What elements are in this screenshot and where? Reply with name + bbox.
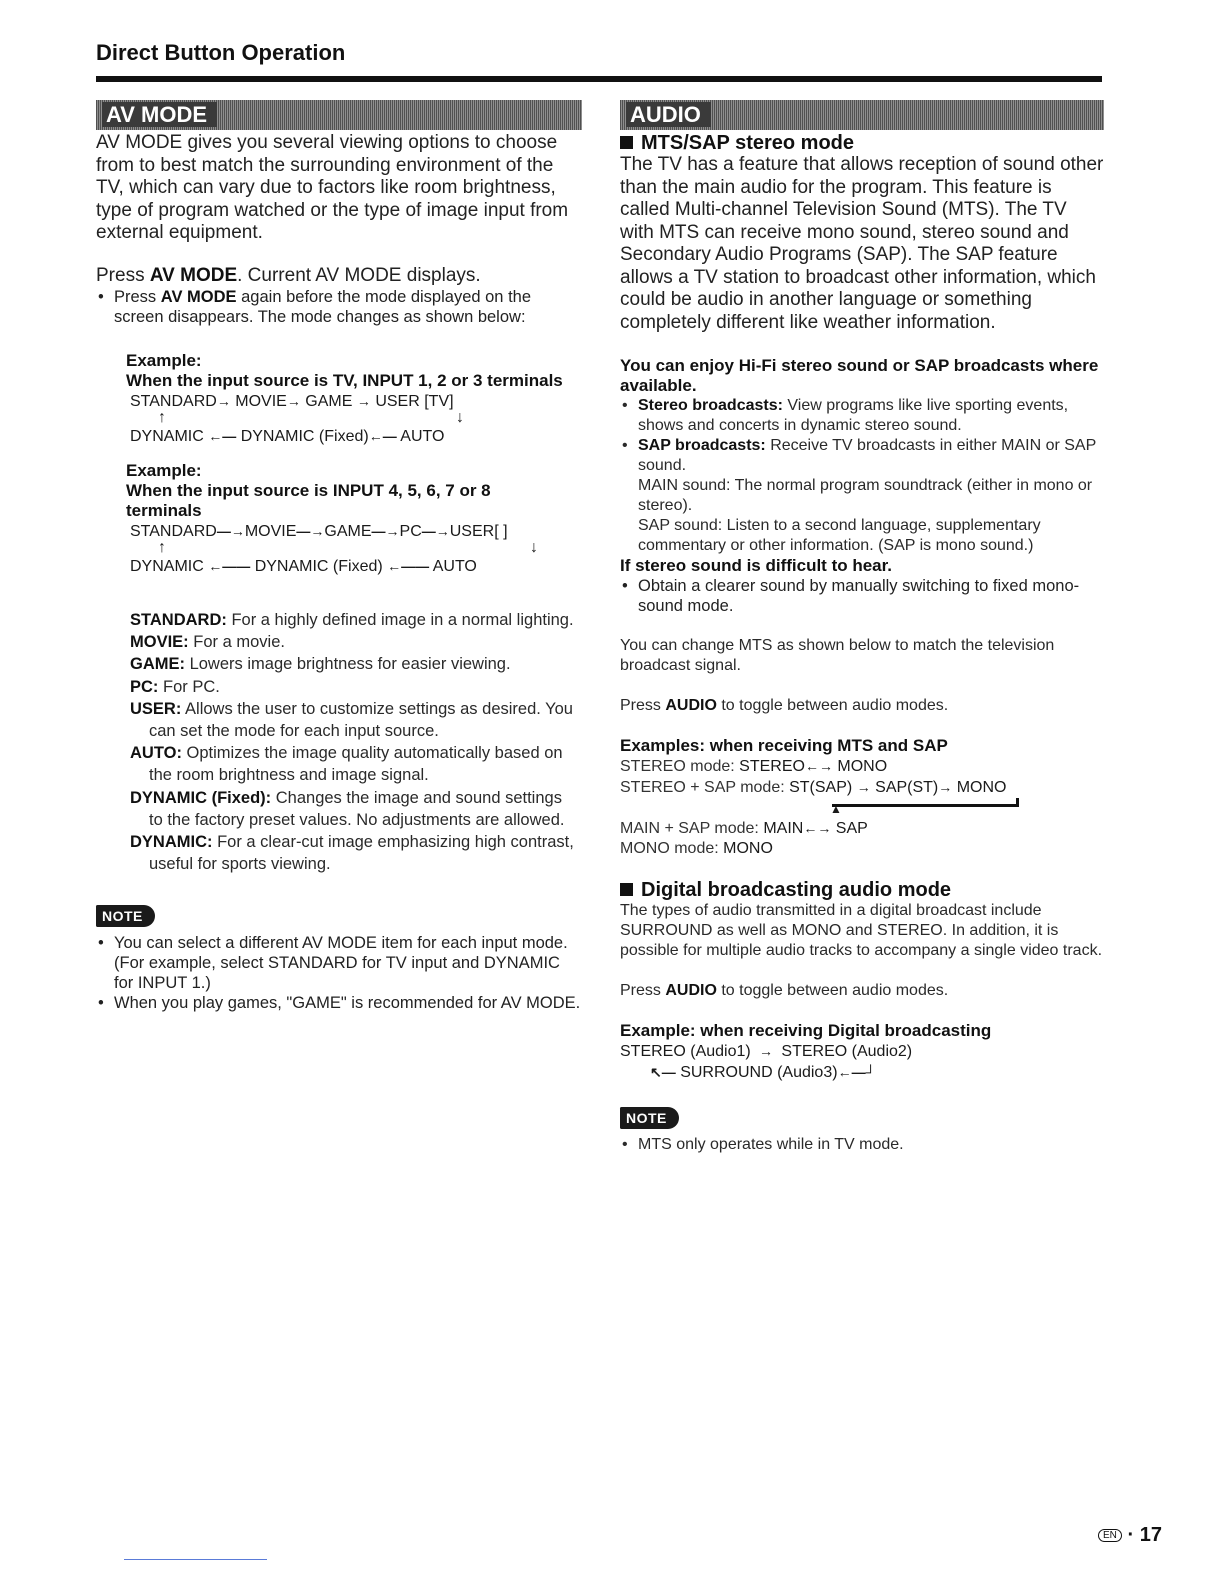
- example-1-title: When the input source is TV, INPUT 1, 2 or 3 terminals: [126, 371, 563, 390]
- digital-title: Digital broadcasting audio mode: [620, 879, 1104, 901]
- flow-item: GAME: [305, 393, 353, 410]
- press-prefix: Press: [96, 264, 150, 286]
- note-item: • You can select a different AV MODE item for each input mode. (For example, select STANDARD for TV input and DYNAMIC for INPUT 1.): [96, 933, 582, 993]
- example-1-label: Example:: [126, 351, 202, 370]
- example-1: [126, 351, 582, 447]
- title-rule: [96, 76, 1102, 82]
- main-sound: MAIN sound: The normal program soundtrack (either in mono or stereo).: [638, 477, 1093, 514]
- mode-definitions: [130, 609, 580, 875]
- av-mode-press: [96, 265, 582, 288]
- stereo-broadcasts: • Stereo broadcasts: View programs like live sporting events, shows and concerts in dynamic stereo sound.: [620, 396, 1104, 436]
- flow-item: DYNAMIC (Fixed): [254, 558, 383, 575]
- lang-badge: EN: [1098, 1529, 1122, 1542]
- page-number: [1098, 1524, 1162, 1547]
- bullet-key: AV MODE: [160, 288, 237, 306]
- note-badge: NOTE: [96, 905, 155, 927]
- hifi-title: You can enjoy Hi-Fi stereo sound or SAP broadcasts where available.: [620, 356, 1099, 395]
- definition-item: MOVIE: For a movie.: [130, 633, 285, 652]
- definition-item: AUTO: Optimizes the image quality automatically based on the room brightness and image signal.: [130, 744, 563, 785]
- example-2-row1: STANDARD—→MOVIE—→GAME—→PC—→USER[ ]: [130, 523, 508, 540]
- stereo-sap-loop: ▲: [620, 798, 1104, 818]
- example-2: [126, 461, 582, 577]
- example-1-row2: DYNAMIC ←— DYNAMIC (Fixed)←— AUTO: [130, 428, 445, 445]
- definition-item: STANDARD: For a highly defined image in a normal lighting.: [130, 611, 574, 629]
- digital-row2: ↖— SURROUND (Audio3)←—┘: [650, 1064, 876, 1081]
- av-mode-column: [96, 100, 582, 1013]
- digital-intro: The types of audio transmitted in a digital broadcast include SURROUND as well as MONO and STEREO. In addition, it is possible for multiple audio tracks to accompany a single video track.: [620, 902, 1103, 959]
- page-sep: ·: [1127, 1524, 1135, 1546]
- example-2-title: When the input source is INPUT 4, 5, 6, 7 or 8 terminals: [126, 481, 491, 520]
- flow-item: STANDARD: [130, 393, 217, 410]
- sap-broadcasts: • SAP broadcasts: Receive TV broadcasts in either MAIN or SAP sound.: [620, 436, 1104, 476]
- flow-item: DYNAMIC: [130, 558, 204, 575]
- example-1-row1: STANDARD→ MOVIE→ GAME → USER [TV]: [130, 393, 454, 410]
- square-bullet-icon: [620, 136, 633, 149]
- flow-item: MOVIE: [244, 523, 297, 540]
- press-key: AV MODE: [149, 264, 238, 286]
- flow-item: DYNAMIC: [130, 428, 204, 445]
- audio-note: [620, 1107, 1104, 1155]
- audio-header-label: AUDIO: [626, 102, 711, 127]
- flow-item: USER [TV]: [375, 393, 454, 410]
- example-1-arrows: ↑ ↓: [158, 409, 464, 426]
- stereo-mode-row: STEREO mode: STEREO←→ MONO: [620, 758, 888, 775]
- mts-intro: The TV has a feature that allows reception of sound other than the main audio for the program. This feature is called Multi-channel Television Sound (MTS). The TV with MTS can receive mono sound, stereo sound and Secondary Audio Programs (SAP). The SAP feature allows a TV station to broadcast other information, which could be audio in another language or something completely different like weather information.: [620, 154, 1104, 333]
- flow-item: PC: [399, 523, 422, 540]
- note-item: • MTS only operates while in TV mode.: [620, 1135, 1104, 1155]
- definition-item: DYNAMIC: For a clear-cut image emphasizing high contrast, useful for sports viewing.: [130, 833, 574, 874]
- note-item: • When you play games, "GAME" is recommended for AV MODE.: [96, 993, 582, 1013]
- definition-item: DYNAMIC (Fixed): Changes the image and sound settings to the factory preset values. No adjustments are allowed.: [130, 788, 565, 829]
- flow-item: USER[ ]: [449, 523, 508, 540]
- change-text: You can change MTS as shown below to match the television broadcast signal.: [620, 637, 1055, 674]
- difficult-bullet: • Obtain a clearer sound by manually switching to fixed mono-sound mode.: [620, 576, 1104, 616]
- note-badge: NOTE: [620, 1107, 679, 1129]
- flow-item: DYNAMIC (Fixed): [240, 428, 369, 445]
- flow-item: AUTO: [432, 558, 477, 575]
- mts-title: MTS/SAP stereo mode: [620, 132, 1104, 154]
- mono-row: MONO mode: MONO: [620, 840, 773, 857]
- square-bullet-icon: [620, 883, 633, 896]
- page-title: Direct Button Operation: [96, 40, 346, 65]
- digital-row1: STEREO (Audio1) → STEREO (Audio2): [620, 1043, 913, 1060]
- definition-item: PC: For PC.: [130, 677, 220, 696]
- bullet-prefix: Press: [114, 288, 161, 306]
- definition-item: USER: Allows the user to customize settings as desired. You can set the mode for each input source.: [130, 699, 573, 741]
- example-2-label: Example:: [126, 461, 202, 480]
- bottom-line: [124, 1559, 267, 1560]
- audio-column: [620, 100, 1104, 1155]
- example-2-arrows: ↑ ↓: [158, 539, 538, 556]
- bullet-suffix: again before the mode displayed on the screen disappears. The mode changes as shown below:: [114, 288, 532, 326]
- press-suffix: . Current AV MODE displays.: [237, 264, 481, 286]
- sap-sound: SAP sound: Listen to a second language, supplementary commentary or other information. (SAP is mono sound.): [638, 517, 1041, 554]
- av-mode-note: [96, 905, 582, 1013]
- flow-item: MOVIE: [235, 393, 287, 410]
- audio-press: Press AUDIO to toggle between audio modes.: [620, 697, 949, 714]
- difficult-title: If stereo sound is difficult to hear.: [620, 556, 893, 575]
- flow-item: GAME: [324, 523, 372, 540]
- flow-item: AUTO: [400, 428, 445, 445]
- digital-example-title: Example: when receiving Digital broadcasting: [620, 1021, 992, 1040]
- flow-item: STANDARD: [130, 523, 217, 540]
- av-mode-intro: AV MODE gives you several viewing options to choose from to best match the surrounding environment of the TV, which can vary due to factors like room brightness, type of program watched or the type of image input from external equipment.: [96, 132, 569, 243]
- page-number-value: 17: [1139, 1524, 1162, 1546]
- examples-title: Examples: when receiving MTS and SAP: [620, 736, 948, 755]
- definition-item: GAME: Lowers image brightness for easier viewing.: [130, 655, 511, 674]
- audio-header: [620, 100, 1104, 130]
- audio-press-2: Press AUDIO to toggle between audio modes.: [620, 982, 949, 999]
- av-mode-header-label: AV MODE: [102, 102, 217, 127]
- av-mode-bullet: [96, 287, 582, 327]
- example-2-row2: DYNAMIC ←—— DYNAMIC (Fixed) ←—— AUTO: [130, 558, 477, 575]
- av-mode-header: [96, 100, 582, 130]
- stereo-sap-row: STEREO + SAP mode: ST(SAP) → SAP(ST)→ MONO: [620, 779, 1007, 796]
- main-sap-row: MAIN + SAP mode: MAIN←→ SAP: [620, 820, 868, 837]
